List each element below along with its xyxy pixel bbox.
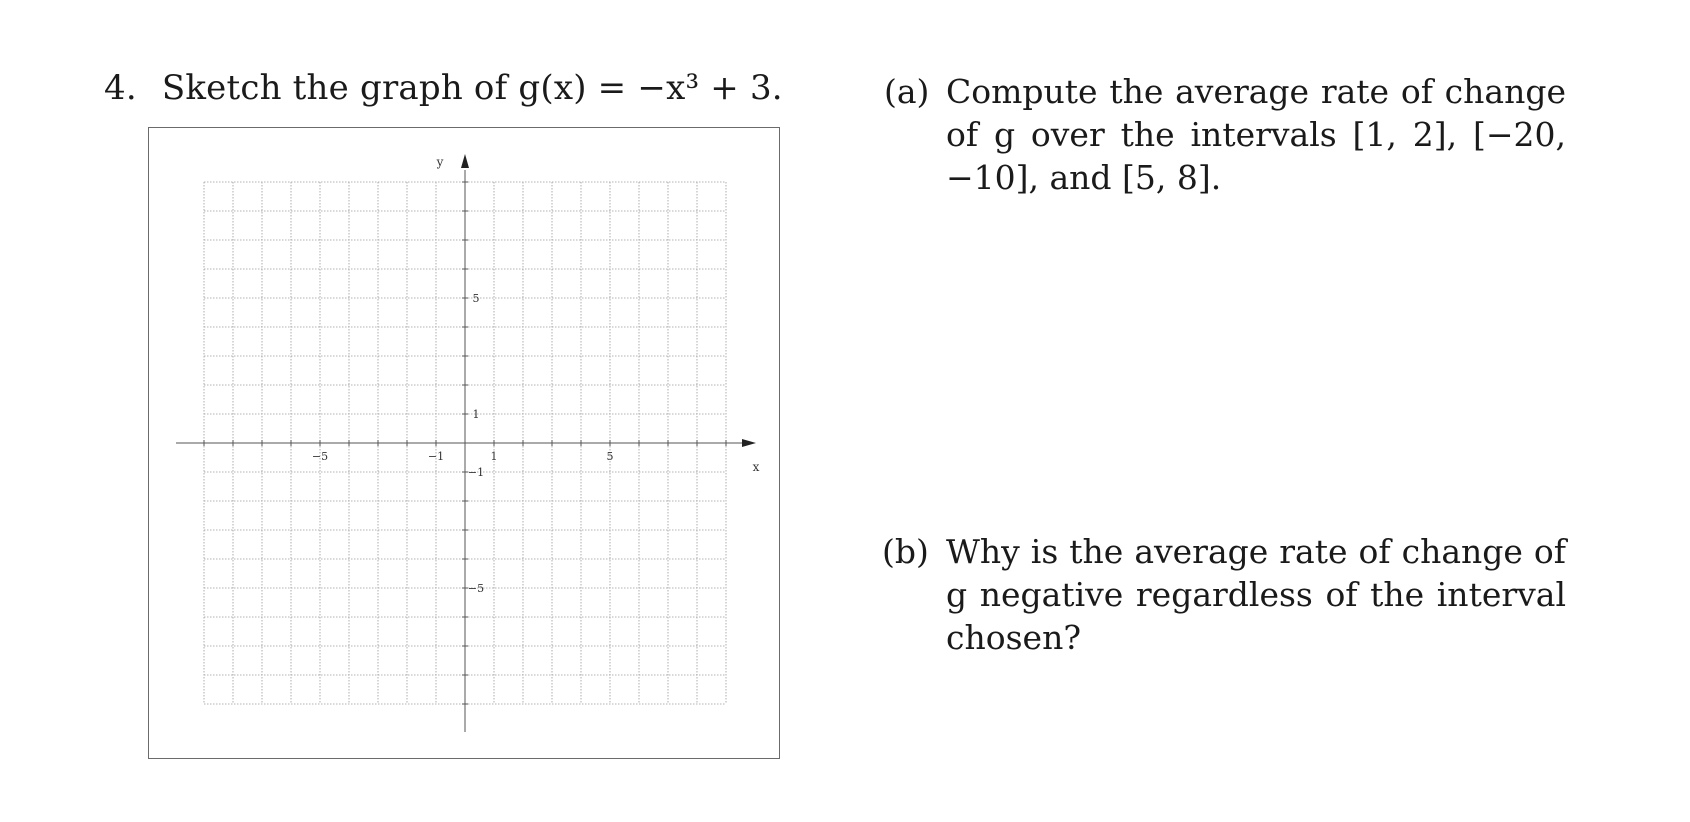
function-expression: g(x) = −x³ + 3.	[518, 68, 783, 108]
x-tick-label: −5	[311, 450, 329, 463]
problem-prompt: Sketch the graph of	[161, 68, 508, 108]
part-b-label: (b)	[882, 532, 929, 571]
x-tick-label: 5	[606, 450, 614, 463]
y-axis-arrow	[461, 154, 469, 168]
y-tick-label: 1	[472, 408, 480, 421]
x-axis-arrow	[742, 439, 756, 447]
part-a-label: (a)	[884, 72, 930, 111]
x-axis-label: x	[752, 460, 760, 474]
y-tick-label: −5	[467, 582, 485, 595]
coordinate-grid	[149, 128, 779, 758]
part-a	[884, 70, 1574, 210]
part-b	[882, 530, 1572, 657]
x-tick-label: 1	[490, 450, 498, 463]
part-a-text: Compute the average rate of change of g over the intervals [1, 2], [−20, −10], and [5, 8].	[946, 72, 1566, 197]
problem-title	[104, 66, 783, 110]
y-tick-label: −1	[467, 466, 485, 479]
part-b-text: Why is the average rate of change of g negative regardless of the interval chosen?	[946, 532, 1566, 657]
x-tick-label: −1	[427, 450, 445, 463]
problem-number: 4.	[104, 68, 137, 108]
y-tick-label: 5	[472, 292, 480, 305]
y-axis-label: y	[436, 155, 444, 169]
graph-paper	[148, 127, 780, 759]
